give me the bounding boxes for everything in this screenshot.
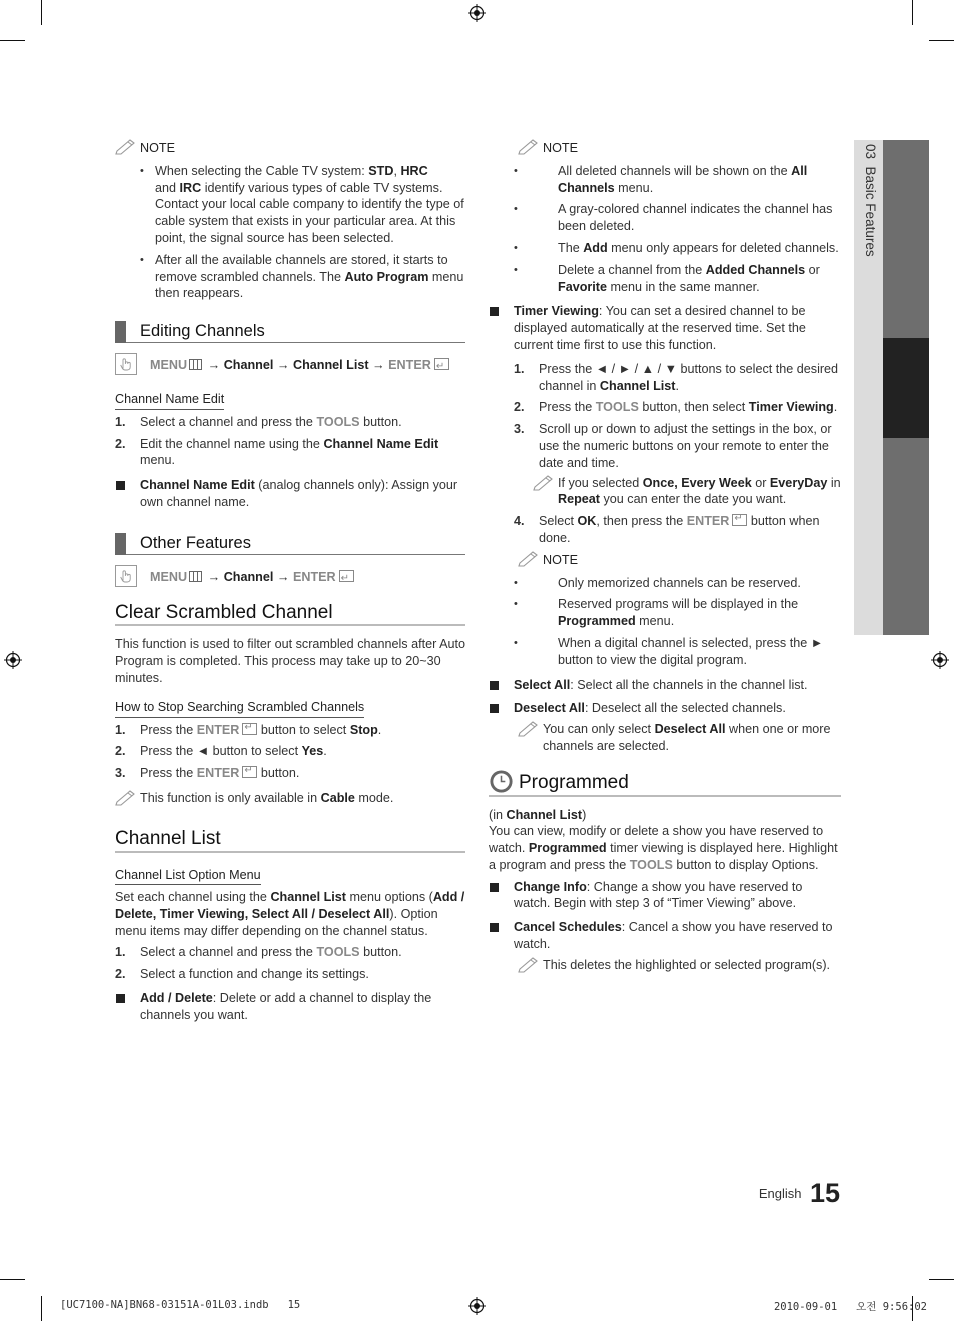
enter-icon [434, 358, 449, 370]
section-title: Other Features [140, 533, 251, 552]
list-item: • When selecting the Cable TV system: STD, HRC and IRC identify various types of cable TV systems. Contact your local cable company to identify the type of cable system that exists in your particular area. At this point, the signal source has been selected. [115, 163, 465, 247]
note-label: NOTE [140, 141, 175, 155]
list-item: • Only memorized channels can be reserved. [489, 575, 841, 592]
enter-icon [242, 723, 257, 735]
note-heading [115, 140, 465, 157]
list-item: Timer Viewing: You can set a desired channel to be displayed automatically at the reserved time. Set the current time first to use this function. [489, 303, 841, 353]
step: 3. Scroll up or down to adjust the settings in the box, or use the numeric buttons on your remote to enter the date and time. [514, 422, 832, 470]
step: 2. Press the TOOLS button, then select Timer Viewing. [514, 400, 838, 415]
paragraph: Set each channel using the Channel List menu options (Add / Delete, Timer Viewing, Select All / Deselect All). Option menu items may differ depending on the channel status. [115, 890, 465, 938]
crop-mark [929, 40, 954, 41]
pencil-note-icon [115, 788, 137, 806]
subheading: Channel Name Edit [115, 391, 465, 414]
list-item: • After all the available channels are stored, it starts to remove scrambled channels. The Auto Program menu then reappears. [115, 252, 465, 302]
step: 1. Select a channel and press the TOOLS button. [115, 944, 402, 959]
pencil-note-icon [115, 137, 137, 155]
list-item: Select All: Select all the channels in the channel list. [489, 677, 841, 694]
note-label: NOTE [543, 552, 578, 567]
pencil-note-icon [533, 473, 555, 491]
registration-mark-icon [468, 4, 486, 22]
list-item: Deselect All: Deselect all the selected channels. [489, 700, 841, 717]
step: 2. Edit the channel name using the Channel Name Edit menu. [115, 436, 439, 468]
list-item: • The Add menu only appears for deleted channels. [489, 240, 841, 257]
remote-hand-icon [115, 565, 137, 587]
step: 2. Press the ◄ button to select Yes. [115, 744, 327, 759]
remote-hand-icon [115, 353, 137, 375]
list-item: Cancel Schedules: Cancel a show you have reserved to watch. [489, 919, 841, 953]
list-item: Channel Name Edit (analog channels only): Assign your own channel name. [115, 477, 465, 511]
step: 4. Select OK, then press the ENTER↵ button when done. [514, 513, 841, 547]
right-column [489, 140, 841, 974]
list-item: • When a digital channel is selected, press the ► button to view the digital program. [489, 635, 841, 669]
note-label: NOTE [543, 141, 578, 155]
subheading: Channel List Option Menu [115, 867, 465, 890]
pencil-note-icon [518, 137, 540, 155]
paragraph: You can view, modify or delete a show you have reserved to watch. Programmed timer viewing is displayed here. Highlight a program and press the TOOLS button to display Options. [489, 824, 838, 872]
menu-icon [189, 359, 202, 370]
list-item: • Reserved programs will be displayed in the Programmed menu. [489, 596, 841, 630]
section-heading-clear: Clear Scrambled Channel [115, 605, 465, 627]
step: 1. Press the ◄ / ► / ▲ / ▼ buttons to select the desired channel in Channel List. [514, 361, 839, 393]
page-number: 15 [809, 1178, 840, 1208]
chapter-title: Basic Features [863, 166, 878, 257]
note: If you selected Once, Every Week or EveryDay in Repeat you can enter the date you want. [533, 475, 841, 509]
list-item: • Delete a channel from the Added Channels or Favorite menu in the same manner. [489, 262, 841, 296]
enter-icon [732, 514, 747, 526]
section-bar [115, 321, 126, 343]
paragraph: This function is used to filter out scrambled channels after Auto Program is completed. This process may take up to 20~30 minutes. [115, 637, 466, 685]
registration-mark-icon [468, 1297, 486, 1315]
crop-mark [929, 1279, 954, 1280]
registration-mark-icon [931, 651, 949, 669]
note: You can only select Deselect All when one or more channels are selected. [518, 721, 841, 755]
section-heading-programmed [489, 771, 841, 797]
pencil-note-icon [518, 719, 540, 737]
crop-mark [0, 40, 25, 41]
chapter-tab [854, 140, 929, 635]
list-item: Add / Delete: Delete or add a channel to display the channels you want. [115, 990, 465, 1024]
section-bar [115, 533, 126, 555]
chapter-tab-dark [883, 338, 929, 438]
menu-path: MENU → Channel → Channel List → ENTER↵ [115, 353, 465, 379]
list-item: • All deleted channels will be shown on the All Channels menu. [489, 163, 841, 197]
chapter-tab-gray-bottom [883, 438, 929, 635]
section-heading-other [115, 533, 465, 555]
menu-icon [189, 571, 202, 582]
section-title: Editing Channels [140, 322, 265, 341]
step: 1. Press the ENTER↵ button to select Stop. [115, 722, 465, 739]
note-heading [518, 140, 841, 157]
section-heading-editing [115, 321, 465, 343]
chapter-number: 03 [863, 144, 878, 160]
left-column [115, 140, 465, 1031]
registration-mark-icon [4, 651, 22, 669]
pencil-note-icon [518, 549, 540, 567]
chapter-tab-gray-top [883, 140, 929, 338]
section-heading-channel-list: Channel List [115, 831, 465, 853]
note: This deletes the highlighted or selected program(s). [518, 957, 841, 974]
list-item: • A gray-colored channel indicates the channel has been deleted. [489, 201, 841, 235]
note-heading [518, 552, 841, 569]
print-file-info: [UC7100-NA]BN68-03151A-01L03.indb 15 [60, 1299, 301, 1311]
page-footer [700, 1178, 840, 1209]
menu-path: MENU → Channel → ENTER↵ [115, 565, 465, 591]
crop-mark [0, 1279, 25, 1280]
pencil-note-icon [518, 955, 540, 973]
note: This function is only available in Cable mode. [115, 790, 465, 807]
step: 1. Select a channel and press the TOOLS button. [115, 414, 402, 429]
crop-mark [41, 1296, 42, 1321]
crop-mark [912, 0, 913, 25]
footer-language: English [758, 1186, 802, 1201]
print-date-info: 2010-09-01 오전 9:56:02 [773, 1301, 927, 1313]
list-item: Change Info: Change a show you have reserved to watch. Begin with step 3 of “Timer Viewing” above. [489, 879, 841, 913]
paragraph: (in Channel List) [489, 807, 587, 822]
subheading: How to Stop Searching Scrambled Channels [115, 699, 465, 722]
step: 2. Select a function and change its settings. [115, 966, 369, 981]
chapter-label [858, 144, 878, 257]
enter-icon [339, 570, 354, 582]
enter-icon [242, 766, 257, 778]
step: 3. Press the ENTER↵ button. [115, 765, 465, 782]
crop-mark [41, 0, 42, 25]
section-title: Programmed [519, 771, 629, 793]
clock-icon [489, 769, 514, 794]
